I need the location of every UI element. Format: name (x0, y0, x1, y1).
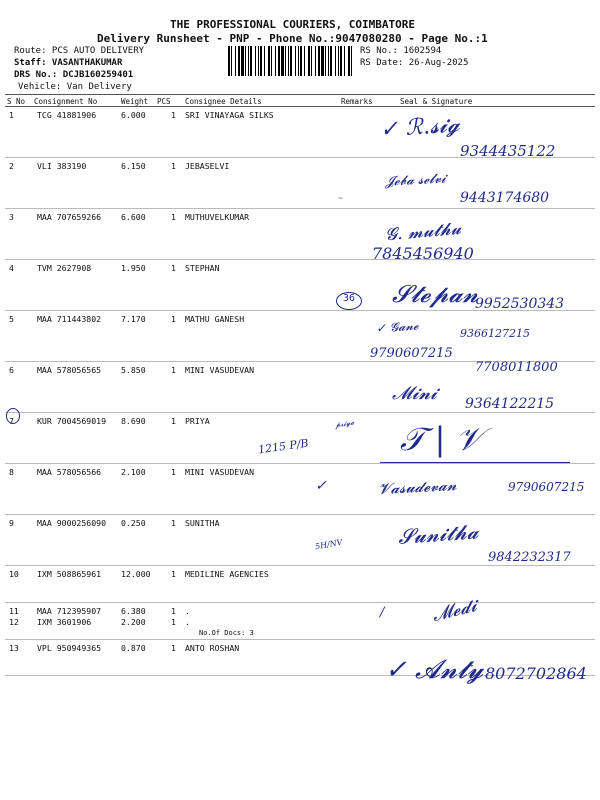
barcode-bar (281, 46, 284, 76)
phone-6a: 7708011800 (475, 360, 558, 375)
col-consignment: Consignment No (34, 97, 98, 106)
row-pcs: 1 (171, 365, 176, 375)
row-consignment: MAA 9000256090 (37, 518, 107, 528)
barcode-bar (260, 46, 262, 76)
row-consignment: TCG 41881906 (37, 110, 97, 120)
row-consignment: KUR 7004569019 (37, 416, 107, 426)
row-divider (5, 412, 595, 413)
row-consignee: SRI VINAYAGA SILKS (185, 110, 274, 120)
barcode-bar (351, 46, 352, 76)
barcode-bar (344, 46, 345, 76)
barcode-bar (285, 46, 286, 76)
signature-3: 𝓖. 𝓶𝓾𝓽𝓱𝓾 (384, 218, 463, 246)
barcode-bar (298, 46, 299, 76)
phone-6b: 9364122215 (465, 396, 555, 412)
signature-4: 𝓢𝓽𝓮𝓹𝓪𝓷 (392, 280, 479, 308)
barcode-bar (304, 46, 305, 76)
row-sno: 13 (9, 643, 19, 653)
col-remarks: Remarks (341, 97, 373, 106)
barcode-bar (245, 46, 246, 76)
barcode-bar (248, 46, 249, 76)
drs-number: DRS No.: DCJB160259401 (14, 70, 134, 80)
barcode-bar (228, 46, 230, 76)
signature-2: 𝓙𝓮𝓫𝓪 𝓼𝓮𝓵𝓿𝓲 (384, 171, 447, 190)
row-sno: 1 (9, 110, 14, 120)
row-pcs: 1 (171, 617, 176, 627)
barcode-bar (231, 46, 232, 76)
row-consignment: MAA 712395907 (37, 606, 102, 616)
barcode-bar (258, 46, 259, 76)
row-sno: 3 (9, 212, 14, 222)
row-sno: 2 (9, 161, 14, 171)
signature-13: ✓ 𝓐𝓷𝓽𝔂 (385, 655, 484, 685)
barcode-bar (318, 46, 320, 76)
signature-7-underline (380, 462, 570, 463)
row-consignee: MATHU GANESH (185, 314, 245, 324)
row-sno: 8 (9, 467, 14, 477)
row-divider (5, 514, 595, 515)
phone-2: 9443174680 (460, 190, 550, 206)
row-divider (5, 463, 595, 464)
row-consignee: MINI VASUDEVAN (185, 365, 255, 375)
row-consignee: MEDILINE AGENCIES (185, 569, 269, 579)
phone-9: 9842232317 (488, 550, 571, 565)
barcode-bar (330, 46, 332, 76)
row-consignee: MUTHUVELKUMAR (185, 212, 250, 222)
header-bottom-rule (5, 106, 595, 107)
barcode-bar (241, 46, 244, 76)
barcode-bar (264, 46, 265, 76)
phone-3: 7845456940 (372, 244, 474, 263)
barcode-bar (250, 46, 252, 76)
remark-4-circle: 36 (336, 292, 362, 310)
barcode-bar (340, 46, 342, 76)
row-consignment: TVM 2627908 (37, 263, 92, 273)
row-divider (5, 259, 595, 260)
remark-2: ~ (338, 195, 344, 202)
row-weight: 0.870 (121, 643, 146, 653)
row-sno: 10 (9, 569, 19, 579)
row-consignment: VPL 950949365 (37, 643, 102, 653)
route-label: Route: PCS AUTO DELIVERY (14, 46, 145, 56)
vehicle-label: Vehicle: Van Delivery (18, 82, 132, 92)
row-divider (5, 208, 595, 209)
barcode-bar (335, 46, 336, 76)
row-sno: 6 (9, 365, 14, 375)
row-consignment: MAA 707659266 (37, 212, 102, 222)
barcode-bar (278, 46, 280, 76)
row-consignee: STEPHAN (185, 263, 220, 273)
row-consignment: MAA 578056565 (37, 365, 102, 375)
row-weight: 0.250 (121, 518, 146, 528)
row-weight: 5.850 (121, 365, 146, 375)
barcode-bar (321, 46, 324, 76)
row-consignment: IXM 508865961 (37, 569, 102, 579)
row-consignee: JEBASELVI (185, 161, 230, 171)
barcode-bar (271, 46, 272, 76)
signature-11: 𝓜𝓮𝓭𝓲 (430, 594, 479, 627)
barcode-bar (288, 46, 289, 76)
row-divider (5, 565, 595, 566)
row-consignment: MAA 711443802 (37, 314, 102, 324)
row-consignee: PRIYA (185, 416, 210, 426)
runsheet-subtitle: Delivery Runsheet - PNP - Phone No.:9047080280 - Page No.:1 (97, 32, 488, 45)
row-consignee: ANTO ROSHAN (185, 643, 240, 653)
row-weight: 6.600 (121, 212, 146, 222)
row-pcs: 1 (171, 161, 176, 171)
barcode-bar (325, 46, 326, 76)
remark-8-tick: ✓ (315, 478, 327, 494)
barcode (228, 46, 356, 76)
remark-7: 𝓹𝓻𝓲𝔂𝓪 (334, 418, 355, 430)
row-7-circle (6, 408, 20, 424)
col-consignee: Consignee Details (185, 97, 262, 106)
barcode-bar (311, 46, 312, 76)
barcode-bar (308, 46, 310, 76)
barcode-bar (348, 46, 350, 76)
barcode-bar (275, 46, 276, 76)
row-consignment: MAA 578056566 (37, 467, 102, 477)
rs-date: RS Date: 26-Aug-2025 (360, 58, 469, 68)
note-7: 1215 P/B (257, 436, 310, 457)
row-weight: 7.170 (121, 314, 146, 324)
col-pcs: PCS (157, 97, 171, 106)
row-weight: 2.200 (121, 617, 146, 627)
row-pcs: 1 (171, 212, 176, 222)
row-consignee: MINI VASUDEVAN (185, 467, 255, 477)
row-pcs: 1 (171, 467, 176, 477)
signature-9: 𝓢𝓾𝓷𝓲𝓽𝓱𝓪 (397, 519, 480, 549)
barcode-bar (235, 46, 236, 76)
row-weight: 12.000 (121, 569, 151, 579)
row-divider (5, 639, 595, 640)
row-divider (5, 602, 595, 603)
row-sno: 7 (9, 416, 14, 426)
col-weight: Weight (121, 97, 149, 106)
row-consignment: IXM 3601906 (37, 617, 92, 627)
phone-8: 9790607215 (508, 480, 585, 494)
phone-1: 9344435122 (460, 142, 556, 160)
row-pcs: 1 (171, 606, 176, 616)
barcode-bar (300, 46, 302, 76)
row-weight: 1.950 (121, 263, 146, 273)
barcode-bar (295, 46, 296, 76)
row-pcs: 1 (171, 110, 176, 120)
phone-5b: 9790607215 (370, 346, 453, 361)
signature-6: 𝓜𝓲𝓷𝓲 (392, 383, 437, 404)
row-pcs: 1 (171, 643, 176, 653)
remark-11-tick: / (380, 605, 385, 620)
signature-7: 𝒯 | 𝒱 (400, 420, 483, 458)
staff-label: Staff: VASANTHAKUMAR (14, 58, 123, 68)
row-pcs: 1 (171, 416, 176, 426)
barcode-bar (315, 46, 316, 76)
header-top-rule (5, 94, 595, 95)
phone-13: 8072702864 (485, 664, 587, 683)
row-pcs: 1 (171, 518, 176, 528)
col-sno: S No (7, 97, 26, 106)
signature-1: ✓ ℛ.𝓼𝓲𝓰 (379, 112, 461, 143)
row-pcs: 1 (171, 263, 176, 273)
row-weight: 6.380 (121, 606, 146, 616)
row-weight: 6.150 (121, 161, 146, 171)
signature-8: 𝓥𝓪𝓼𝓾𝓭𝓮𝓿𝓪𝓷 (377, 475, 458, 499)
barcode-bar (338, 46, 339, 76)
row-consignee: . (185, 606, 190, 616)
row-weight: 8.690 (121, 416, 146, 426)
rs-number: RS No.: 1602594 (360, 46, 442, 56)
phone-5a: 9366127215 (460, 327, 530, 340)
row-pcs: 1 (171, 314, 176, 324)
row-consignee: SUNITHA (185, 518, 220, 528)
row-sno: 4 (9, 263, 14, 273)
barcode-bar (290, 46, 292, 76)
row-sno: 9 (9, 518, 14, 528)
signature-5: ✓ 𝓖𝓪𝓷𝓮 (375, 318, 419, 336)
phone-4: 9952530343 (475, 296, 565, 312)
remark-9: 5H/NV (314, 537, 344, 552)
barcode-bar (238, 46, 240, 76)
row-pcs: 1 (171, 569, 176, 579)
barcode-bar (255, 46, 256, 76)
row-sno: 12 (9, 617, 19, 627)
barcode-bar (328, 46, 329, 76)
row-sno: 11 (9, 606, 19, 616)
company-name: THE PROFESSIONAL COURIERS, COIMBATORE (170, 18, 416, 31)
row-weight: 6.000 (121, 110, 146, 120)
barcode-bar (268, 46, 270, 76)
row-sno: 5 (9, 314, 14, 324)
row-consignee: . (185, 617, 190, 627)
row-consignment: VLI 383190 (37, 161, 87, 171)
col-signature: Seal & Signature (400, 97, 473, 106)
row-weight: 2.100 (121, 467, 146, 477)
docs-count: No.Of Docs: 3 (199, 629, 254, 637)
